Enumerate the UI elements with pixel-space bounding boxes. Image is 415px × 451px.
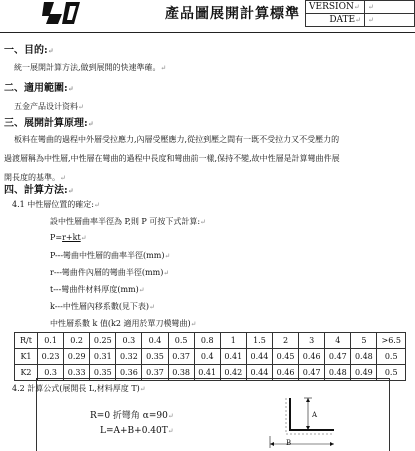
- header-divider: [0, 32, 415, 33]
- table-cell: 0.44: [246, 349, 272, 365]
- figure-label-a: A: [312, 411, 318, 419]
- table-cell: 0.35: [90, 365, 116, 381]
- k-value-table: [14, 332, 406, 381]
- table-cell: 0.45: [272, 349, 298, 365]
- table-cell: 0.37: [142, 365, 168, 381]
- table-cell: 0.25: [90, 333, 116, 349]
- table-cell: 5: [351, 333, 377, 349]
- table-row-rt: [15, 333, 406, 349]
- definition-t: t---彎曲件材料厚度(mm)↵: [50, 285, 145, 294]
- table-cell: 0.5: [377, 349, 406, 365]
- table-cell: 1.5: [246, 333, 272, 349]
- table-cell: 0.29: [64, 349, 90, 365]
- table-cell: 0.38: [168, 365, 194, 381]
- date-label: DATE↵: [306, 14, 365, 27]
- table-cell: >6.5: [377, 333, 406, 349]
- table-cell: 2: [272, 333, 298, 349]
- table-cell: 0.1: [38, 333, 64, 349]
- neutral-layer-formula: P=r+kt↵: [50, 233, 87, 242]
- table-cell: 0.23: [38, 349, 64, 365]
- table-cell: 0.41: [194, 365, 220, 381]
- table-cell: 0.2: [64, 333, 90, 349]
- table-cell: 0.3: [116, 333, 142, 349]
- section-2-body: 五金产品设计资料↵: [14, 102, 84, 111]
- section-3-heading: 三、展開計算原理:↵: [4, 118, 94, 129]
- table-cell: 0.48: [325, 365, 351, 381]
- subsection-4-2-title: 4.2 計算公式(展開長 L,材料厚度 T)↵: [12, 384, 146, 393]
- bend-diagram: [250, 392, 340, 450]
- figure-label-b: B: [286, 439, 292, 447]
- section-2-heading: 二、適用範圍:↵: [4, 83, 74, 94]
- table-cell: 0.46: [272, 365, 298, 381]
- table-cell: R/t: [15, 333, 38, 349]
- date-value: ↵: [365, 14, 415, 27]
- table-cell: 1: [220, 333, 246, 349]
- table-cell: 4: [325, 333, 351, 349]
- table-cell: 0.46: [299, 349, 325, 365]
- table-cell: 0.33: [64, 365, 90, 381]
- section-3-body-line-1: 板料在彎曲的過程中外層受拉應力,內層受壓應力,從拉到壓之間有一既不受拉力又不受壓力的: [14, 135, 340, 144]
- table-cell: 0.42: [220, 365, 246, 381]
- table-cell: K1: [15, 349, 38, 365]
- table-cell: 0.47: [325, 349, 351, 365]
- table-cell: 0.32: [116, 349, 142, 365]
- subsection-4-1-title: 4.1 中性層位置的確定:↵: [12, 200, 100, 209]
- table-cell: 0.41: [220, 349, 246, 365]
- table-cell: K2: [15, 365, 38, 381]
- version-value: ↵: [365, 1, 415, 14]
- section-3-body-line-3: 開長度的基準。↵: [4, 173, 66, 182]
- section-3-body-line-2: 過渡層稱為中性層,中性層在彎曲的過程中長度和彎曲前一樣,保持不變,故中性層是計算彎曲件展: [4, 154, 340, 163]
- k-table-caption: 中性層系數 k 值(k2 適用於單刀模彎曲)↵: [50, 319, 197, 328]
- figure-formula-text: L=A+B+0.40T↵: [100, 426, 174, 436]
- table-cell: 0.47: [299, 365, 325, 381]
- definition-r: r---彎曲件內層的彎曲半徑(mm)↵: [50, 268, 170, 277]
- table-cell: 0.3: [38, 365, 64, 381]
- table-row-k1: [15, 349, 406, 365]
- section-1-body: 統一展開計算方法,做到展開的快速準確。↵: [14, 63, 167, 72]
- table-cell: 0.5: [168, 333, 194, 349]
- table-cell: 0.36: [116, 365, 142, 381]
- table-cell: 0.4: [142, 333, 168, 349]
- version-label: VERSION↵: [306, 1, 365, 14]
- section-4-heading: 四、計算方法:↵: [4, 185, 74, 196]
- table-cell: 0.5: [377, 365, 406, 381]
- neutral-layer-description: 設中性層曲率半徑為 P,則 P 可按下式計算:↵: [50, 217, 206, 226]
- table-cell: 3: [299, 333, 325, 349]
- table-cell: 0.31: [90, 349, 116, 365]
- table-cell: 0.35: [142, 349, 168, 365]
- table-cell: 0.8: [194, 333, 220, 349]
- definition-p: P---彎曲中性層的曲率半徑(mm)↵: [50, 251, 171, 260]
- table-cell: 0.44: [246, 365, 272, 381]
- document-title: 產品圖展開計算標準: [165, 6, 300, 22]
- definition-k: k---中性層內移系數(見下表)↵: [50, 302, 155, 311]
- table-cell: 0.48: [351, 349, 377, 365]
- table-cell: 0.37: [168, 349, 194, 365]
- section-1-heading: 一、目的:↵: [4, 45, 54, 56]
- table-cell: 0.49: [351, 365, 377, 381]
- figure-condition-text: R=0 折彎角 α=90↵: [90, 411, 174, 421]
- table-cell: 0.4: [194, 349, 220, 365]
- company-logo: [40, 0, 86, 26]
- version-date-box: [305, 0, 415, 27]
